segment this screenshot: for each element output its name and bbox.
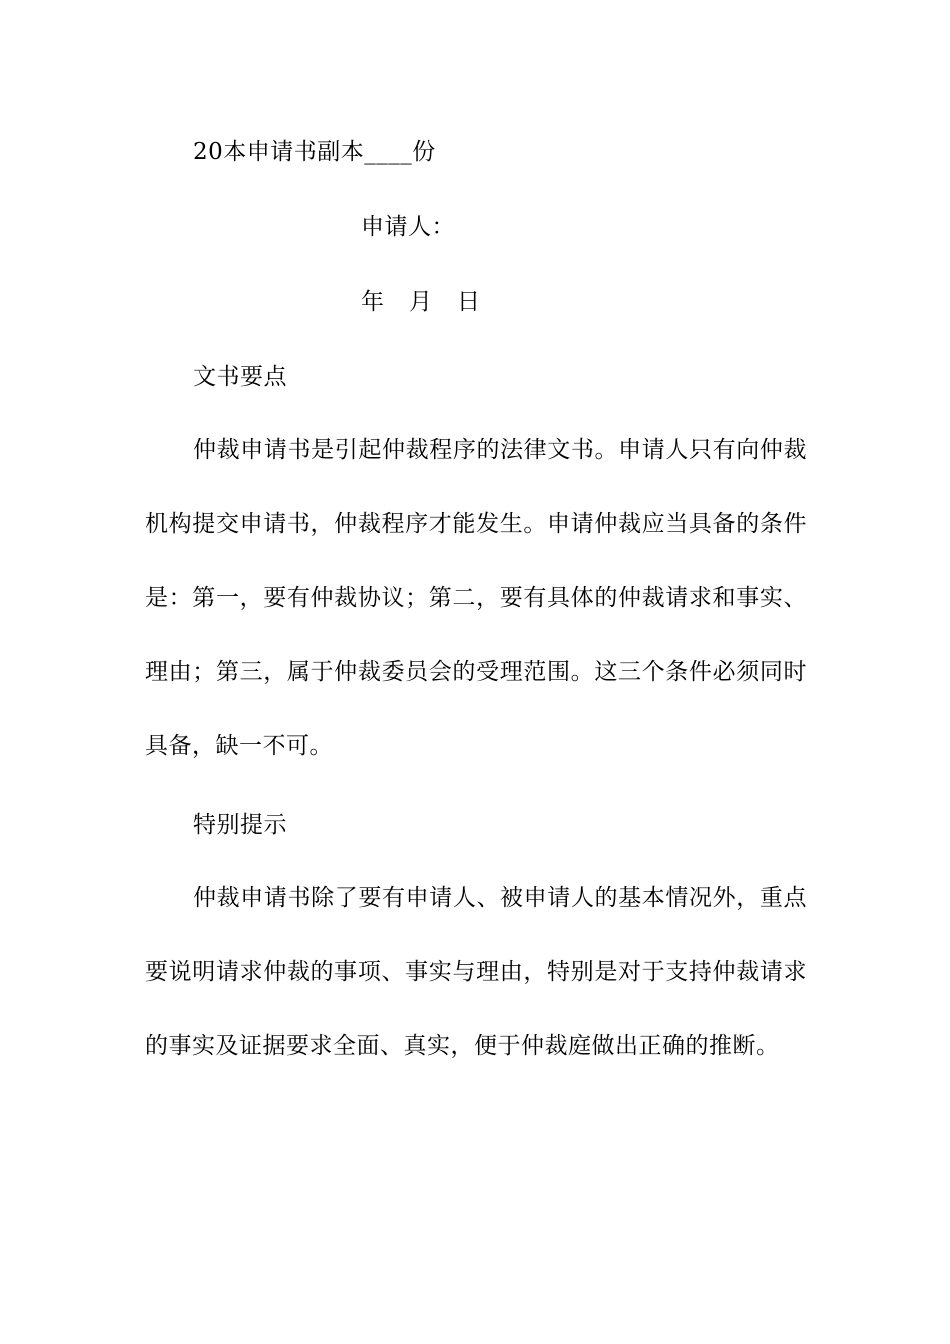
date-month-label: 月 [409,289,433,315]
section-heading-document-points: 文书要点 [193,364,287,390]
copies-line: 20本申请书副本____份 [193,139,436,165]
section-heading-special-tips: 特别提示 [193,812,287,838]
signature-date [361,286,481,318]
section-paragraph-document-points: 仲裁申请书是引起仲裁程序的法律文书。申请人只有向仲裁机构提交申请书，仲裁程序才能发生。申请仲裁应当具备的条件是：第一，要有仲裁协议；第二，要有具体的仲裁请求和事实、理由；第三，属于仲裁委员会的受理范围。这三个条件必须同时具备，缺一不可。 [145,437,807,759]
date-day-label: 日 [457,289,481,315]
section-paragraph-special-tips: 仲裁申请书除了要有申请人、被申请人的基本情况外，重点要说明请求仲裁的事项、事实与理由，特别是对于支持仲裁请求的事实及证据要求全面、真实，便于仲裁庭做出正确的推断。 [145,885,807,1059]
applicant-signature-label: 申请人： [361,214,455,240]
date-year-label: 年 [361,289,385,315]
